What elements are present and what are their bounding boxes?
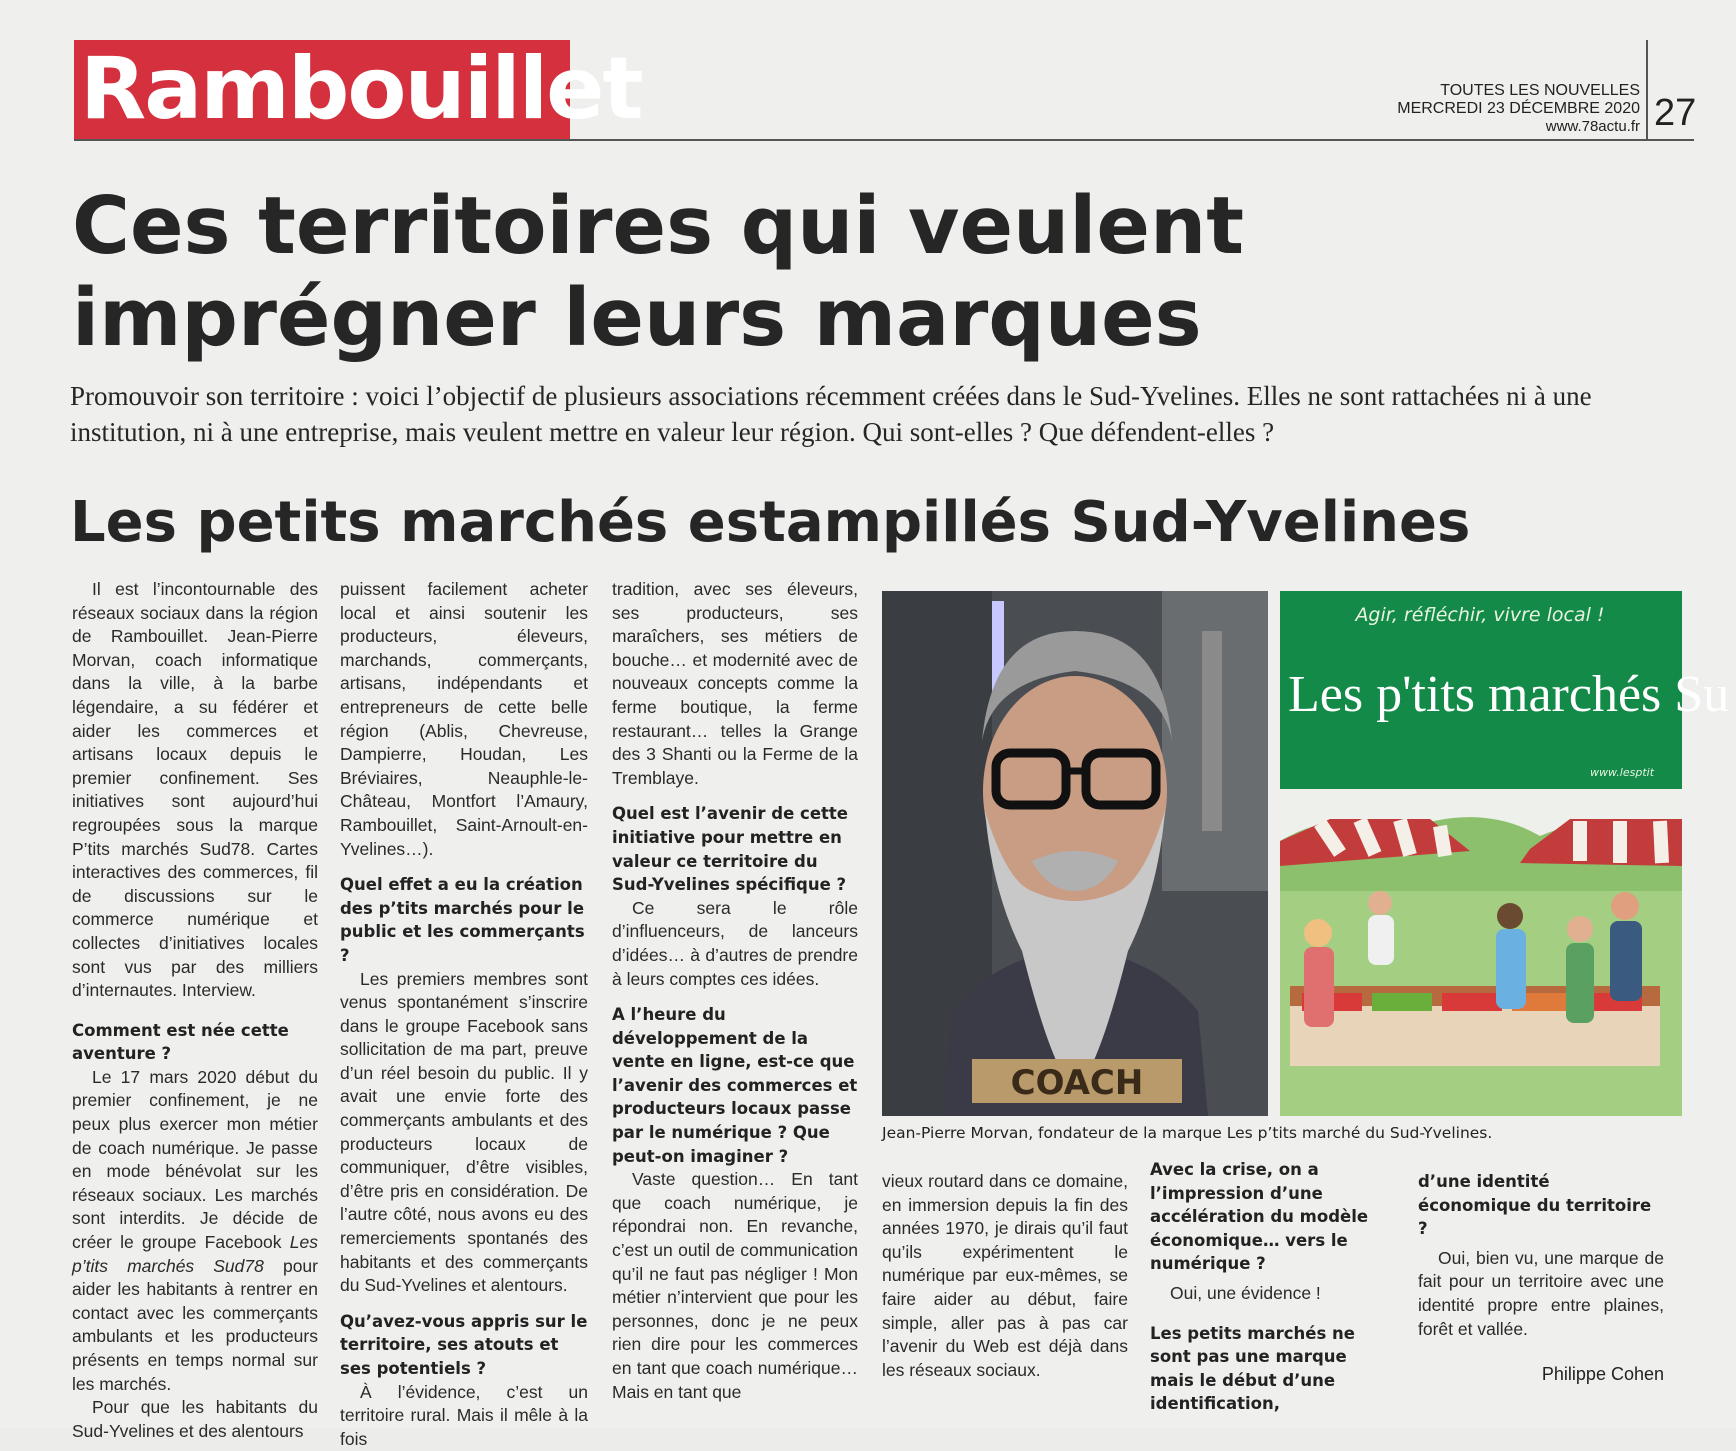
article-title-line2: imprégner leurs marques: [72, 272, 1202, 364]
column-4: [882, 1170, 1128, 1382]
masthead-title: Rambouillet: [80, 39, 642, 139]
answer-4: Ce sera le rôle d’influenceurs, de lanceurs d’idées… à d’autres de prendre à leurs comptes ces idées.: [612, 897, 858, 989]
group-name: Les p’tits marchés Sud78: [72, 1232, 318, 1276]
masthead-banner: [74, 39, 642, 139]
answer-1-end: pour aider les habitants à rentrer en contact avec les commerçants ambulants et les producteurs présents en temps normal sur les marchés.: [72, 1255, 318, 1394]
market-poster: [1280, 591, 1730, 1116]
col4-paragraph: vieux routard dans ce domaine, en immersion depuis la fin des années 1970, je dirais qu’il faut qu’ils expérimentent le numérique par eux-mêmes, se faire aider au début, faire simple, aller pas à pas car l’avenir du Web est déjà dans les réseaux sociaux.: [882, 1171, 1128, 1380]
poster-title: Les p'tits marchés Su: [1288, 666, 1730, 723]
edition-date: MERCREDI 23 DÉCEMBRE 2020: [1397, 100, 1640, 117]
column-1: [72, 578, 318, 1443]
edition-info: [1397, 82, 1640, 136]
answer-6: Oui, une évidence !: [1170, 1282, 1321, 1303]
question-5: A l’heure du développement de la vente en ligne, est-ce que l’avenir des commerces et producteurs locaux passe par le numérique ? Que peut-on imaginer ?: [612, 1005, 858, 1166]
article-lead: Promouvoir son territoire : voici l’objectif de plusieurs associations récemment créées dans le Sud-Yvelines. Elles ne sont rattachées ni à une institution, ni à une entreprise, mais veulent mettre en valeur leur région. Qui sont-elles ? Que défendent-elles ?: [70, 381, 1592, 447]
edition-website: www.78actu.fr: [1545, 118, 1640, 135]
header-divider: [1646, 40, 1648, 141]
question-2: Quel effet a eu la création des p’tits marchés pour le public et les commerçants ?: [340, 875, 585, 965]
column-6: [1418, 1170, 1664, 1341]
question-7-end: d’une identité économique du territoire ?: [1418, 1172, 1652, 1239]
question-3: Qu’avez-vous appris sur le territoire, ses atouts et ses potentiels ?: [340, 1311, 588, 1378]
answer-7: Oui, bien vu, une marque de fait pour un territoire avec une identité propre entre plaines, forêt et vallée.: [1418, 1247, 1664, 1339]
market-illustration: [1280, 591, 1730, 1116]
question-4: Quel est l’avenir de cette initiative pour mettre en valeur ce territoire du Sud-Yvelines spécifique ?: [612, 804, 848, 895]
shirt-text: COACH: [1010, 1063, 1144, 1103]
photo-caption: Jean-Pierre Morvan, fondateur de la marque Les p’tits marché du Sud-Yvelines.: [882, 1124, 1493, 1142]
poster-slogan: Agir, réfléchir, vivre local !: [1355, 604, 1605, 626]
portrait-illustration: [882, 591, 1268, 1116]
portrait-photo: [882, 591, 1268, 1116]
header-rule: [74, 139, 1694, 141]
question-6: Avec la crise, on a l’impression d’une accélération du modèle économique… vers le numérique ?: [1150, 1160, 1369, 1274]
article-title-line1: Ces territoires qui veulent: [72, 180, 1244, 272]
column-2: [340, 578, 588, 1451]
page-number: 27: [1654, 92, 1697, 134]
answer-1: [72, 1066, 318, 1396]
intro-paragraph: Il est l’incontournable des réseaux sociaux dans la région de Rambouillet. Jean-Pierre Morvan, coach informatique dans la ville, à la barbe légendaire, a su fédérer et aider les commerces et artisans locaux depuis le premier confinement. Ses initiatives sont aujourd’hui regroupées sous la marque P’tits marchés Sud78. Cartes interactives des commerces, fil de discussions sur le commerce numérique et collectes d’initiatives locales sont vus par des milliers d’internautes. Interview.: [72, 579, 318, 1001]
poster-url: www.lesptit: [1590, 766, 1655, 779]
answer-1-start: Le 17 mars 2020 début du premier confinement, je ne peux plus exercer mon métier de coach numérique. Je passe en mode bénévolat sur les réseaux sociaux. Les marchés sont interdits. Je décide de créer le groupe Facebook: [72, 1066, 318, 1253]
article-title: [72, 180, 1632, 364]
question-1: Comment est née cette aventure ?: [72, 1020, 289, 1064]
col3-paragraph: tradition, avec ses éleveurs, ses producteurs, ses maraîchers, ses métiers de bouche… et modernité avec de nouveaux concepts comme la ferme boutique, la ferme restaurant… telles la Grange des 3 Shanti ou la Ferme de la Tremblaye.: [612, 579, 858, 788]
answer-5: Vaste question… En tant que coach numérique, je répondrai non. En revanche, c’est un outil de communication qu’il ne faut pas négliger ! Mon métier n’intervient que pour les personnes, donc je ne peux rien dire pour les commerces en tant que coach numérique… Mais en tant que: [612, 1169, 858, 1402]
article-subtitle: Les petits marchés estampillés Sud-Yvelines: [70, 490, 1471, 555]
answer-1-continued: Pour que les habitants du Sud-Yvelines et des alentours: [72, 1397, 318, 1441]
author-signature: Philippe Cohen: [1541, 1364, 1664, 1384]
edition-line1: TOUTES LES NOUVELLES: [1440, 82, 1640, 99]
answer-3: À l’évidence, c’est un territoire rural. Mais il mêle à la fois: [340, 1381, 588, 1449]
column-5: [1150, 1158, 1396, 1416]
answer-2: Les premiers membres sont venus spontanément s’inscrire dans le groupe Facebook sans sollicitation de ma part, preuve d’un réel besoin du public. Il y avait une envie forte des commerçants ambulants et des producteurs locaux de communiquer, d’être visibles, d’être pris en considération. De l’autre côté, nous avons eu des remerciements spontanés des habitants et des commerçants du Sud-Yvelines et alentours.: [340, 968, 588, 1296]
question-7: Les petits marchés ne sont pas une marque mais le début d’une identification,: [1150, 1323, 1355, 1414]
column-3: [612, 578, 858, 1404]
col2-paragraph: puissent facilement acheter local et ainsi soutenir les producteurs, éleveurs, marchands, commerçants, artisans, indépendants et entrepreneurs de cette belle région (Ablis, Chevreuse, Dampierre, Houdan, Les Bréviaires, Neauphle-le- Château, Montfort l’Amaury, Rambouillet, Saint-Arnoult-en-Yvelines…).: [340, 579, 588, 859]
